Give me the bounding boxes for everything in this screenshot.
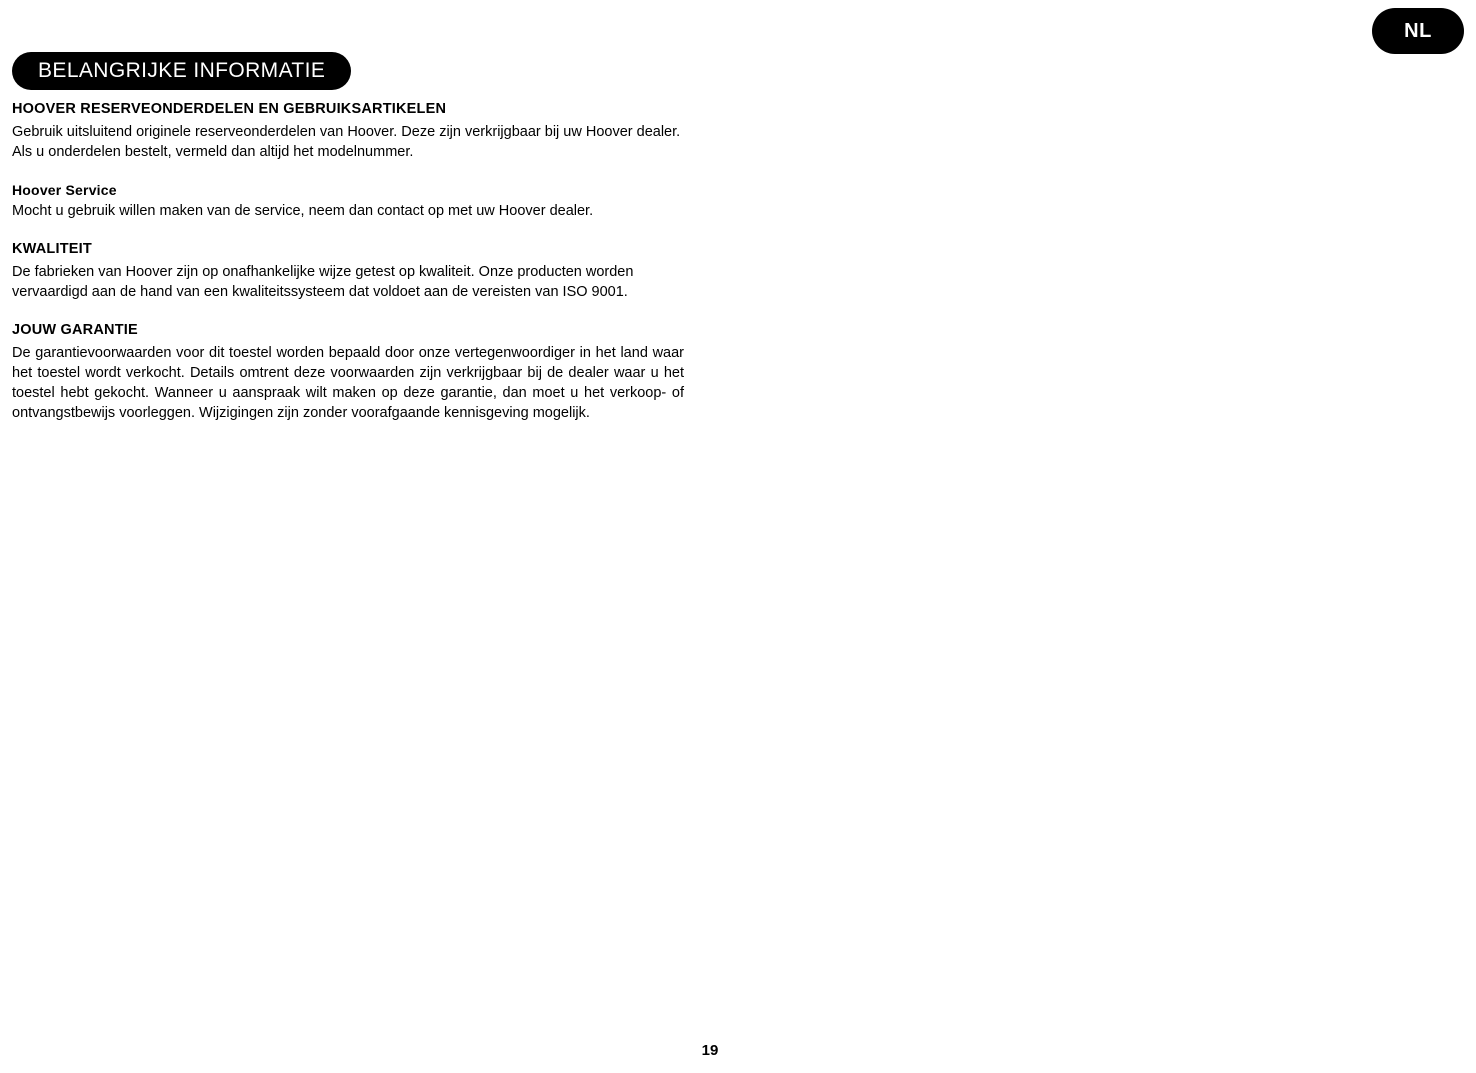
section-heading: HOOVER RESERVEONDERDELEN EN GEBRUIKSARTIKELEN: [12, 101, 447, 117]
section-warranty: [12, 321, 684, 423]
language-badge: NL: [1372, 8, 1464, 54]
section-heading: JOUW GARANTIE: [12, 322, 138, 339]
section-paragraph: Gebruik uitsluitend originele reserveonderdelen van Hoover. Deze zijn verkrijgbaar bij uw Hoover dealer. Als u onderdelen bestelt, vermeld dan altijd het modelnummer.: [12, 123, 681, 160]
section-heading: Hoover Service: [12, 181, 117, 198]
section-paragraph: De garantievoorwaarden voor dit toestel worden bepaald door onze vertegenwoordiger in het land waar het toestel wordt verkocht. Details omtrent deze voorwaarden zijn verkrijgbaar bij de dealer waar u het toestel hebt gekocht. Wanneer u aanspraak wilt maken op deze garantie, dan moet u het verkoop- of ontvangstbewijs voorleggen. Wijzigingen zijn zonder voorafgaande kennisgeving mogelijk.: [12, 344, 684, 421]
page-number: 19: [701, 1042, 719, 1059]
section-quality: [12, 240, 684, 302]
document-content: [12, 100, 684, 423]
section-paragraph: De fabrieken van Hoover zijn op onafhankelijke wijze getest op kwaliteit. Onze producten worden vervaardigd aan de hand van een kwaliteitssysteem dat voldoet aan de vereisten van ISO 9001.: [12, 264, 634, 301]
section-banner-title: BELANGRIJKE INFORMATIE: [12, 52, 351, 90]
section-heading: KWALITEIT: [12, 241, 92, 258]
section-spare-parts: [12, 100, 684, 162]
section-hoover-service: [12, 181, 684, 222]
section-paragraph: Mocht u gebruik willen maken van de service, neem dan contact op met uw Hoover dealer.: [12, 203, 594, 220]
